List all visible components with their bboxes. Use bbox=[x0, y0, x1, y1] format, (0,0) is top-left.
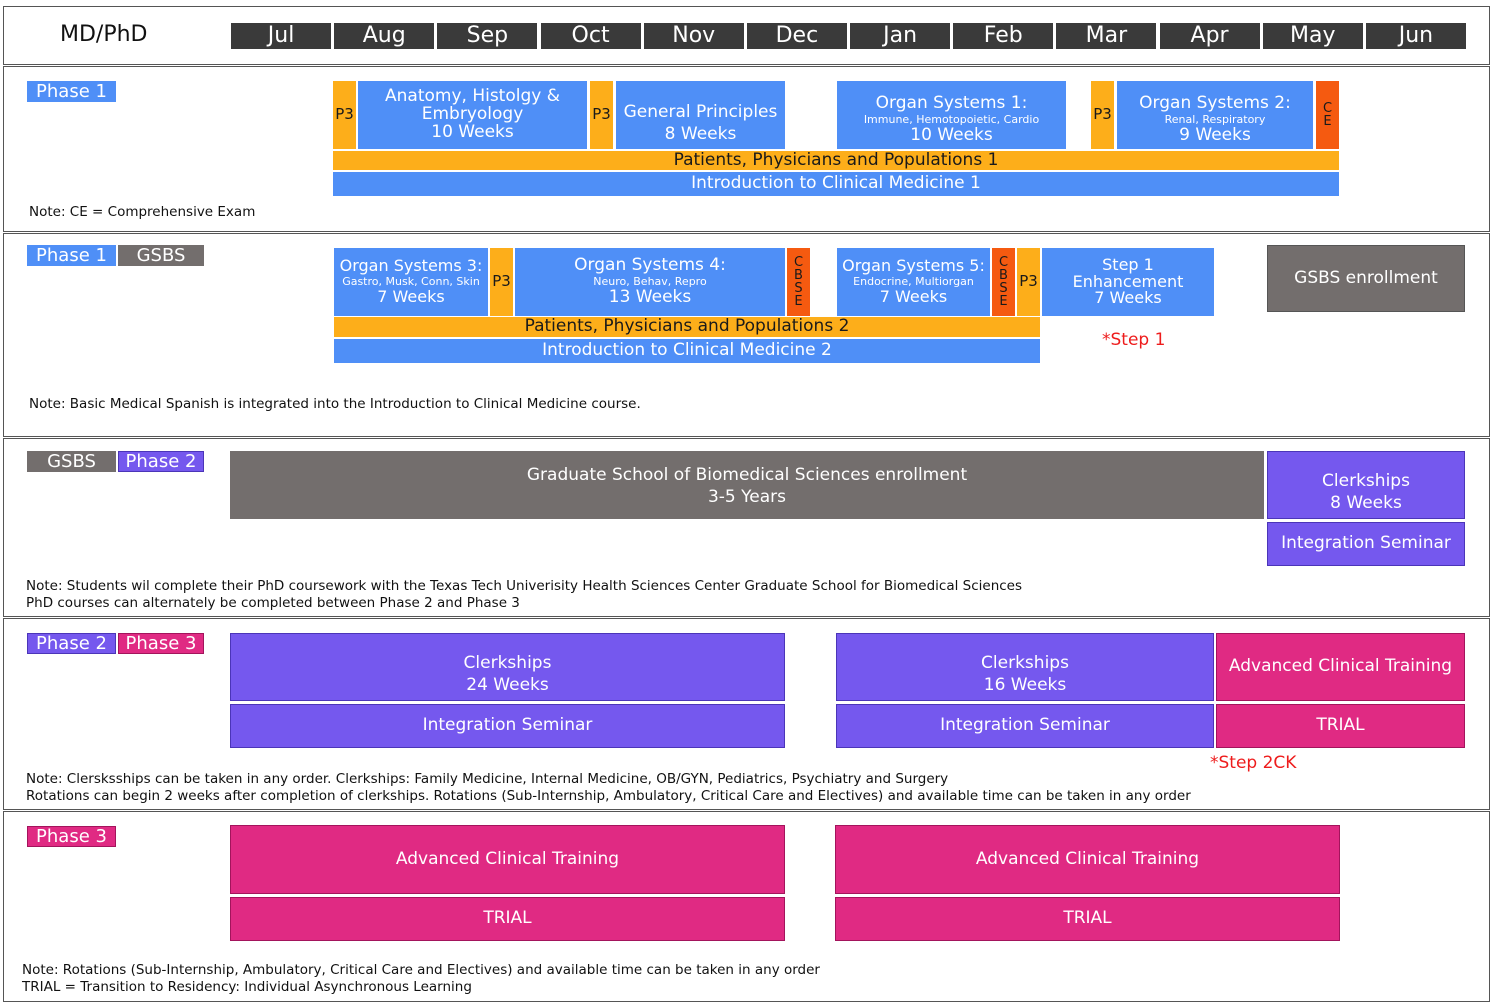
step2ck-marker: *Step 2CK bbox=[1210, 753, 1297, 773]
icm2-bar: Introduction to Clinical Medicine 2 bbox=[334, 339, 1040, 363]
organ-systems-2-block: Organ Systems 2: Renal, Respiratory 9 Weeks bbox=[1117, 81, 1313, 149]
ppp2-bar: Patients, Physicians and Populations 2 bbox=[334, 317, 1040, 337]
month-jul: Jul bbox=[231, 23, 331, 49]
trial-definition-note: TRIAL = Transition to Residency: Individual Asynchronous Learning bbox=[22, 979, 472, 995]
month-sep: Sep bbox=[437, 23, 537, 49]
phase1-gsbs-row bbox=[3, 233, 1490, 437]
month-aug: Aug bbox=[334, 23, 434, 49]
advanced-clinical-training-block: Advanced Clinical Training bbox=[835, 825, 1340, 894]
phd-alternate-note: PhD courses can alternately be completed between Phase 2 and Phase 3 bbox=[26, 595, 520, 611]
clerkships-16-weeks-block: Clerkships 16 Weeks bbox=[836, 633, 1214, 701]
organ-systems-5-block: Organ Systems 5: Endocrine, Multiorgan 7 Weeks bbox=[837, 248, 990, 316]
month-jan: Jan bbox=[850, 23, 950, 49]
anatomy-block: Anatomy, Histolgy & Embryology 10 Weeks bbox=[358, 81, 587, 149]
month-jun: Jun bbox=[1366, 23, 1466, 49]
p3-block: P3 bbox=[1091, 81, 1114, 149]
gsbs-phase2-row bbox=[3, 438, 1490, 617]
p3-block: P3 bbox=[590, 81, 613, 149]
p3-block: P3 bbox=[490, 248, 513, 316]
step1-marker: *Step 1 bbox=[1102, 330, 1166, 350]
advanced-clinical-training-block: Advanced Clinical Training bbox=[1216, 633, 1465, 701]
spanish-note: Note: Basic Medical Spanish is integrated into the Introduction to Clinical Medicine course. bbox=[29, 396, 641, 412]
phase2-tag: Phase 2 bbox=[118, 451, 204, 472]
month-strip bbox=[231, 23, 1466, 49]
organ-systems-4-block: Organ Systems 4: Neuro, Behav, Repro 13 Weeks bbox=[515, 248, 785, 316]
step1-enhancement-block: Step 1 Enhancement 7 Weeks bbox=[1042, 248, 1214, 316]
phase2-phase3-row bbox=[3, 618, 1490, 810]
graduate-school-block: Graduate School of Biomedical Sciences enrollment 3-5 Years bbox=[230, 451, 1264, 519]
p3-block: P3 bbox=[333, 81, 356, 149]
rotations-order-note: Note: Rotations (Sub-Internship, Ambulatory, Critical Care and Electives) and available time can be taken in any order bbox=[22, 962, 820, 978]
trial-block: TRIAL bbox=[230, 897, 785, 941]
phase1-tag: Phase 1 bbox=[27, 81, 116, 102]
p3-block: P3 bbox=[1017, 248, 1040, 316]
month-may: May bbox=[1263, 23, 1363, 49]
organ-systems-3-block: Organ Systems 3: Gastro, Musk, Conn, Skin 7 Weeks bbox=[334, 248, 488, 316]
gsbs-tag: GSBS bbox=[118, 245, 204, 266]
trial-block: TRIAL bbox=[835, 897, 1340, 941]
organ-systems-1-block: Organ Systems 1: Immune, Hemotopoietic, Cardio 10 Weeks bbox=[837, 81, 1066, 149]
gsbs-enrollment-block: GSBS enrollment bbox=[1267, 245, 1465, 312]
month-apr: Apr bbox=[1160, 23, 1260, 49]
program-title: MD/PhD bbox=[60, 22, 148, 47]
month-oct: Oct bbox=[541, 23, 641, 49]
month-feb: Feb bbox=[953, 23, 1053, 49]
trial-block: TRIAL bbox=[1216, 704, 1465, 748]
integration-seminar-block: Integration Seminar bbox=[230, 704, 785, 748]
rotations-note: Rotations can begin 2 weeks after completion of clerkships. Rotations (Sub-Internship, Ambulatory, Critical Care and Electives) and available time can be taken in any order bbox=[26, 788, 1191, 804]
header-row bbox=[3, 6, 1490, 65]
phase2-tag: Phase 2 bbox=[27, 633, 116, 654]
advanced-clinical-training-block: Advanced Clinical Training bbox=[230, 825, 785, 894]
icm1-bar: Introduction to Clinical Medicine 1 bbox=[333, 172, 1339, 196]
month-nov: Nov bbox=[644, 23, 744, 49]
clerkships-24-weeks-block: Clerkships 24 Weeks bbox=[230, 633, 785, 701]
phase3-tag: Phase 3 bbox=[118, 633, 204, 654]
ce-note: Note: CE = Comprehensive Exam bbox=[29, 204, 256, 220]
cbse-exam-block: C B S E bbox=[787, 248, 810, 316]
month-dec: Dec bbox=[747, 23, 847, 49]
phase3-tag: Phase 3 bbox=[27, 826, 116, 847]
integration-seminar-block: Integration Seminar bbox=[1267, 522, 1465, 566]
phd-coursework-note: Note: Students wil complete their PhD coursework with the Texas Tech Univerisity Health Sciences Center Graduate School for Biomedical Sciences bbox=[26, 578, 1023, 594]
ce-exam-block: C E bbox=[1316, 81, 1339, 149]
clerkships-note: Note: Clersksships can be taken in any order. Clerkships: Family Medicine, Internal Medicine, OB/GYN, Pediatrics, Psychiatry and Surgery bbox=[26, 771, 949, 787]
phase1-tag: Phase 1 bbox=[27, 245, 116, 266]
general-principles-block: General Principles 8 Weeks bbox=[616, 81, 785, 149]
phase3-row bbox=[3, 811, 1490, 1002]
ppp1-bar: Patients, Physicians and Populations 1 bbox=[333, 151, 1339, 170]
cbse-exam-block: C B S E bbox=[992, 248, 1015, 316]
month-mar: Mar bbox=[1056, 23, 1156, 49]
integration-seminar-block: Integration Seminar bbox=[836, 704, 1214, 748]
clerkships-8-weeks-block: Clerkships 8 Weeks bbox=[1267, 451, 1465, 519]
phase1-row bbox=[3, 66, 1490, 232]
gsbs-tag: GSBS bbox=[27, 451, 116, 472]
